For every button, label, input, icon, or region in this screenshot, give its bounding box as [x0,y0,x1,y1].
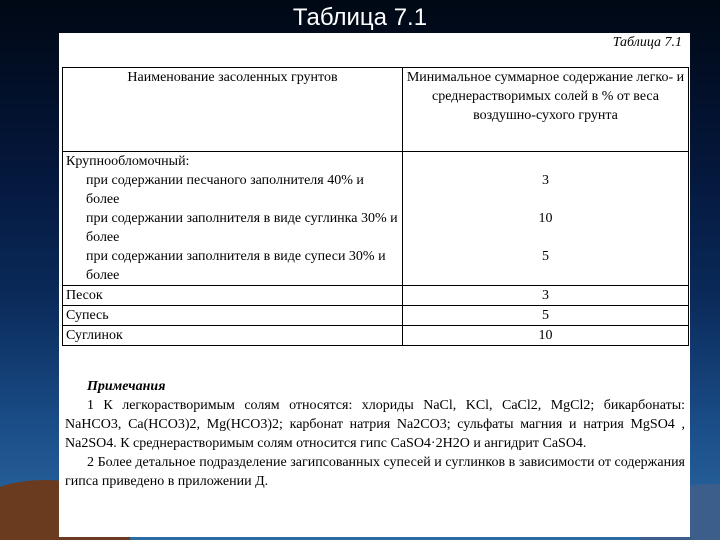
table-row [63,306,689,326]
group-values-cell [403,152,689,286]
notes-document [59,369,690,537]
table-row [63,152,689,286]
header-soil-name: Наименование засоленных грунтов [63,68,403,152]
table-label: Таблица 7.1 [612,35,682,50]
row-value: 5 [403,306,689,326]
group-row-value: 3 [542,173,549,188]
row-value: 3 [403,286,689,306]
group-row-value: 10 [538,211,553,226]
header-min-salt: Минимальное суммарное содержание легко- и среднерастворимых солей в % от веса воздушно-сухого грунта [403,68,689,152]
group-cell [63,152,403,286]
group-row-label: при содержании заполнителя в виде суглинка 30% и более [86,211,398,245]
notes-title: Примечания [87,379,166,394]
row-label: Суглинок [63,326,403,346]
note-paragraph: 1 К легкорастворимым солям относятся: хлориды NaCl, KCl, CaCl2, MgCl2; бикарбонаты: NaHCO3, Ca(HCO3)2, Mg(HCO3)2; карбонат натрия Na2CO3; сульфаты магния и натрия MgSO4 , Na2SO4. К среднерастворимым солям относится гипс CaSO4·2H2O и ангидрит CaSO4. [65,398,685,451]
row-label: Супесь [63,306,403,326]
note-paragraph: 2 Более детальное подразделение загипсованных супесей и суглинков в зависимости от содержания гипса приведено в приложении Д. [65,455,685,489]
slide-title: Таблица 7.1 [292,4,428,31]
group-name: Крупнообломочный: [66,154,190,169]
group-row-label: при содержании заполнителя в виде супеси 30% и более [86,249,386,283]
table-header-row [63,68,689,152]
group-row-label: при содержании песчаного заполнителя 40% и более [86,173,364,207]
salinity-table [62,67,689,346]
table-row [63,286,689,306]
table-row [63,326,689,346]
group-row-value: 5 [542,249,549,264]
table-document [59,33,690,369]
row-value: 10 [403,326,689,346]
notes-block [65,377,685,491]
row-label: Песок [63,286,403,306]
